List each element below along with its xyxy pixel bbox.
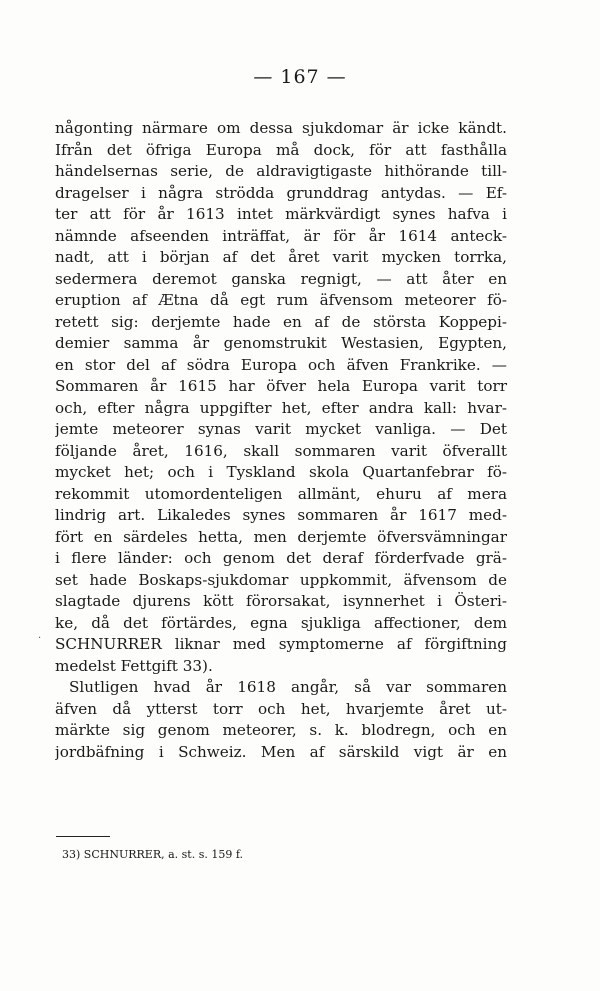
text-line: set hade Boskaps-sjukdomar uppkommit, äfvensom de	[55, 570, 507, 589]
text-line: märkte sig genom meteorer, s. k. blodregn, och en	[55, 721, 507, 739]
text-line: ter att för år 1613 intet märkvärdigt synes hafva i	[55, 205, 507, 223]
text-line: fört en särdeles hetta, men derjemte öfversvämningar	[55, 527, 507, 546]
text-line: äfven då ytterst torr och het, hvarjemte året ut-	[55, 699, 507, 718]
text-line: ke, då det förtärdes, egna sjukliga affectioner, dem	[55, 613, 507, 632]
body-text	[55, 118, 507, 763]
text-line: nadt, att i början af det året varit mycken torrka,	[55, 248, 507, 266]
text-line: mycket het; och i Tyskland skola Quartanfebrar fö-	[55, 463, 507, 481]
footnote-rule	[56, 836, 110, 837]
page-number: — 167 —	[253, 66, 347, 88]
margin-mark: ·	[38, 633, 42, 644]
text-line: sedermera deremot ganska regnigt, — att åter en	[55, 269, 507, 288]
text-line: dragelser i några strödda grunddrag antydas. — Ef-	[55, 183, 507, 202]
text-line: rekommit utomordenteligen allmänt, ehuru af mera	[55, 484, 507, 503]
text-line: nämnde afseenden inträffat, är för år 1614 anteck-	[55, 226, 507, 245]
text-line: retett sig: derjemte hade en af de största Koppepi-	[55, 312, 507, 331]
text-line: Sommaren år 1615 har öfver hela Europa varit torr	[55, 377, 507, 395]
text-line: jemte meteorer synas varit mycket vanliga. — Det	[55, 420, 507, 438]
text-line: någonting närmare om dessa sjukdomar är icke kändt.	[55, 119, 507, 137]
text-line: jordbäfning i Schweiz. Men af särskild vigt är en	[55, 742, 507, 761]
text-line: och, efter några uppgifter het, efter andra kall: hvar-	[55, 398, 507, 417]
text-line: demier samma år genomstrukit Westasien, Egypten,	[55, 334, 507, 352]
text-line: slagtade djurens kött förorsakat, isynnerhet i Österi-	[55, 592, 507, 610]
text-line: Ifrån det öfriga Europa må dock, för att fasthålla	[55, 140, 507, 159]
text-line: Slutligen hvad år 1618 angår, så var sommaren	[69, 678, 507, 696]
text-line: i flere länder: och genom det deraf förderfvade grä-	[55, 549, 507, 567]
text-line: en stor del af södra Europa och äfven Frankrike. —	[55, 355, 507, 374]
text-line: medelst Fettgift 33).	[55, 656, 213, 675]
text-line: eruption af Ætna då egt rum äfvensom meteorer fö-	[55, 291, 507, 309]
text-line: följande året, 1616, skall sommaren varit öfverallt	[55, 441, 507, 460]
footnote: 33) SCHNURRER, a. st. s. 159 f.	[62, 848, 244, 861]
text-line: SCHNURRER liknar med symptomerne af förgiftning	[55, 635, 507, 653]
text-line: lindrig art. Likaledes synes sommaren år 1617 med-	[55, 506, 507, 524]
text-line: händelsernas serie, de aldravigtigaste hithörande till-	[55, 162, 507, 180]
